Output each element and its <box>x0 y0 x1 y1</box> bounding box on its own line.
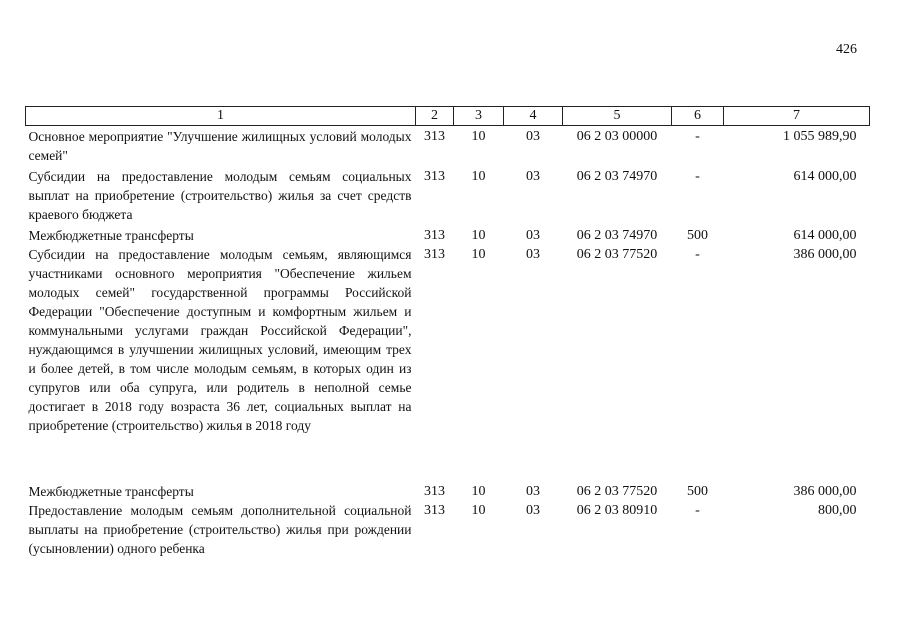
row-admin-code: 313 <box>424 247 445 262</box>
row-admin-code: 313 <box>424 228 445 243</box>
column-header-5: 5 <box>563 107 672 126</box>
row-subsection: 03 <box>526 129 540 144</box>
column-header-4: 4 <box>504 107 563 126</box>
row-expense-type: 500 <box>687 484 708 499</box>
row-section: 10 <box>471 169 486 184</box>
row-admin-code: 313 <box>424 484 445 499</box>
row-target-article: 06 2 03 00000 <box>576 129 658 144</box>
row-subsection: 03 <box>526 169 540 184</box>
table-row <box>26 224 870 245</box>
row-subsection: 03 <box>526 503 540 518</box>
row-expense-type: - <box>695 247 700 262</box>
column-header-2: 2 <box>416 107 454 126</box>
row-admin-code: 313 <box>424 169 445 184</box>
row-amount: 800,00 <box>818 503 857 518</box>
column-header-7: 7 <box>724 107 870 126</box>
page-number: 426 <box>836 42 857 57</box>
table-row <box>26 481 870 501</box>
row-amount: 386 000,00 <box>793 484 857 499</box>
row-expense-type: - <box>695 503 700 518</box>
row-target-article: 06 2 03 80910 <box>576 503 658 518</box>
row-section: 10 <box>471 247 486 262</box>
column-header-3: 3 <box>454 107 504 126</box>
column-header-1: 1 <box>26 107 416 126</box>
row-target-article: 06 2 03 74970 <box>576 228 658 243</box>
table-row <box>26 165 870 224</box>
row-name: Субсидии на предоставление молодым семьям социальных выплат на приобретение (строительство) жилья за счет средств краевого бюджета <box>28 169 412 222</box>
table-row <box>26 245 870 481</box>
row-target-article: 06 2 03 74970 <box>576 169 658 184</box>
row-amount: 386 000,00 <box>793 247 857 262</box>
row-amount: 1 055 989,90 <box>783 129 857 144</box>
row-subsection: 03 <box>526 228 540 243</box>
row-subsection: 03 <box>526 484 540 499</box>
row-name: Основное мероприятие "Улучшение жилищных условий молодых семей" <box>28 129 412 163</box>
row-subsection: 03 <box>526 247 540 262</box>
row-section: 10 <box>471 129 486 144</box>
row-amount: 614 000,00 <box>793 169 857 184</box>
row-name: Межбюджетные трансферты <box>28 228 194 243</box>
row-section: 10 <box>471 503 486 518</box>
row-name: Межбюджетные трансферты <box>28 484 194 499</box>
row-target-article: 06 2 03 77520 <box>576 247 658 262</box>
row-section: 10 <box>471 484 486 499</box>
row-admin-code: 313 <box>424 503 445 518</box>
row-expense-type: - <box>695 169 700 184</box>
header-row <box>26 107 870 126</box>
row-expense-type: - <box>695 129 700 144</box>
column-header-6: 6 <box>672 107 724 126</box>
row-amount: 614 000,00 <box>793 228 857 243</box>
row-name: Предоставление молодым семьям дополнительной социальной выплаты на приобретение (строительство) жилья при рождении (усыновлении) одного ребенка <box>28 503 412 556</box>
row-section: 10 <box>471 228 486 243</box>
row-admin-code: 313 <box>424 129 445 144</box>
row-expense-type: 500 <box>687 228 708 243</box>
budget-table <box>25 106 870 558</box>
table-row <box>26 501 870 558</box>
row-name: Субсидии на предоставление молодым семьям, являющимся участниками основного мероприятия "Обеспечение жильем молодых семей" государственной программы Российской Федерации "Обеспечение доступным и комфортным жильем и коммунальными услугами граждан Российской Федерации", нуждающимся в улучшении жилищных условий, имеющим трех и более детей, в том числе молодым семьям, в которых один из супругов или оба супруга, или родитель в неполной семье достигает в 2018 году возраста 36 лет, социальных выплат на приобретение (строительство) жилья в 2018 году <box>28 247 412 433</box>
table-row <box>26 126 870 166</box>
row-target-article: 06 2 03 77520 <box>576 484 658 499</box>
